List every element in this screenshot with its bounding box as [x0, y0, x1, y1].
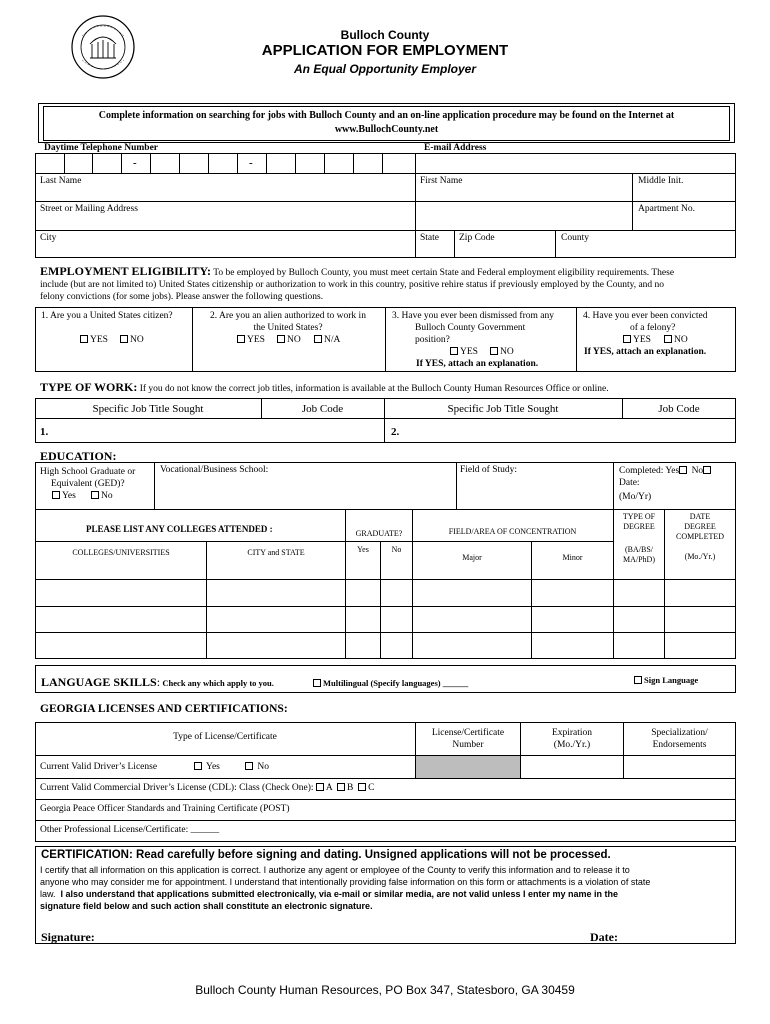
last-name-label: Last Name	[40, 176, 82, 186]
q3-no-option[interactable]	[490, 347, 514, 357]
post-certificate-label: Georgia Peace Officer Standards and Training Certificate (POST)	[40, 804, 290, 814]
graduate-header: GRADUATE?	[355, 529, 403, 538]
q3-no-label: NO	[500, 347, 514, 357]
certification-line4: signature field below and such action shall constitute an electronic signature.	[40, 901, 373, 911]
hs-no-checkbox[interactable]	[91, 491, 99, 499]
cdl-a-checkbox[interactable]	[316, 783, 324, 791]
page-title: APPLICATION FOR EMPLOYMENT	[261, 42, 509, 59]
expiration-header	[521, 727, 623, 751]
q3-note: If YES, attach an explanation.	[416, 359, 539, 369]
cdl-label: Current Valid Commercial Driver’s License (CDL): Class (Check One):	[40, 783, 314, 793]
vocational-field[interactable]	[155, 477, 455, 507]
multilingual-option[interactable]	[313, 678, 468, 688]
degree-types-a: (BA/BS/	[624, 545, 653, 554]
q4-no-checkbox[interactable]	[664, 335, 672, 343]
field-of-study-field[interactable]	[457, 477, 612, 507]
completed-line	[619, 466, 713, 476]
major-header: Major	[462, 553, 482, 562]
footer-address: Bulloch County Human Resources, PO Box 347, Statesboro, GA 30459	[195, 983, 575, 997]
county-field[interactable]	[556, 244, 735, 257]
completed-label: Completed: Yes	[619, 466, 680, 476]
certification-line1: I certify that all information on this application is correct. I authorize any agent or employee of the County to verify this information and to release it to	[40, 865, 630, 875]
job-row-2-field[interactable]	[403, 420, 733, 441]
eligibility-text	[40, 265, 740, 303]
hs-yes-checkbox[interactable]	[52, 491, 60, 499]
certification-text	[40, 864, 734, 912]
hs-yes-option[interactable]	[52, 491, 76, 501]
sign-language-checkbox[interactable]	[634, 676, 642, 684]
q4-note: If YES, attach an explanation.	[584, 347, 707, 357]
county-name: Bulloch County	[340, 28, 430, 42]
specialization-a: Specialization/	[651, 728, 708, 738]
other-license-label: Other Professional License/Certificate: ______	[40, 825, 220, 835]
minor-header: Minor	[562, 553, 583, 562]
job-row-1-label: 1.	[40, 426, 49, 438]
job-code-header-1: Job Code	[301, 403, 344, 415]
colleges-col-header: COLLEGES/UNIVERSITIES	[72, 548, 170, 557]
eligibility-text-line3: felony convictions (for some jobs). Please answer the following questions.	[40, 292, 324, 302]
license-number-b: Number	[452, 740, 484, 750]
q3-yes-label: YES	[460, 347, 478, 357]
cdl-line	[40, 783, 374, 793]
job-row-2-label: 2.	[391, 426, 400, 438]
email-field[interactable]	[416, 153, 735, 173]
drivers-no-option[interactable]	[245, 762, 269, 772]
cdl-c-checkbox[interactable]	[358, 783, 366, 791]
q3-no-checkbox[interactable]	[490, 347, 498, 355]
multilingual-checkbox[interactable]	[313, 679, 321, 687]
hs-no-label: No	[101, 491, 113, 501]
date-label: Date:	[590, 930, 618, 944]
state-field[interactable]	[416, 244, 453, 257]
expiration-b: (Mo./Yr.)	[553, 740, 591, 750]
signature-label: Signature:	[41, 930, 95, 944]
date-completed-b: DEGREE	[684, 522, 716, 531]
multilingual-label: Multilingual (Specify languages) ______	[323, 678, 469, 688]
certification-heading: CERTIFICATION: Read carefully before signing and dating. Unsigned applications will not be processed.	[41, 849, 611, 861]
q2-no-checkbox[interactable]	[277, 335, 285, 343]
drivers-yes-label: Yes	[206, 762, 220, 772]
q1-no-option[interactable]	[120, 335, 144, 345]
cdl-c-label: C	[368, 783, 375, 793]
type-of-work-line	[40, 380, 740, 395]
state-label: State	[420, 233, 439, 243]
q3-text-a: 3. Have you ever been dismissed from any	[392, 311, 554, 321]
street-field[interactable]	[36, 216, 631, 229]
phone-label: Daytime Telephone Number	[44, 143, 158, 153]
education-heading: EDUCATION:	[40, 449, 117, 463]
drivers-license-label: Current Valid Driver’s License	[40, 762, 158, 772]
q2-text-a: 2. Are you an alien authorized to work in	[210, 311, 366, 321]
mo-yr-header: (Mo./Yr.)	[684, 552, 716, 561]
q4-yes-option[interactable]	[623, 335, 651, 345]
county-label: County	[561, 233, 589, 243]
q4-text-b: of a felony?	[630, 323, 676, 333]
middle-init-label: Middle Init.	[638, 176, 684, 186]
q4-text-a: 4. Have you ever been convicted	[583, 311, 708, 321]
colleges-heading: PLEASE LIST ANY COLLEGES ATTENDED :	[86, 524, 273, 534]
degree-types-b: MA/PhD)	[622, 555, 655, 564]
middle-init-field[interactable]	[633, 188, 735, 200]
q4-no-label: NO	[674, 335, 688, 345]
q1-no-label: NO	[130, 335, 144, 345]
q2-yes-label: YES	[247, 335, 265, 345]
type-of-degree-b: DEGREE	[623, 522, 655, 531]
drivers-expiration-field[interactable]	[521, 756, 622, 777]
license-number-a: License/Certificate	[431, 728, 505, 738]
street-label: Street or Mailing Address	[40, 204, 138, 214]
college-row-1[interactable]	[36, 580, 735, 605]
license-number-header	[416, 727, 520, 751]
licenses-heading: GEORGIA LICENSES AND CERTIFICATIONS:	[40, 703, 288, 715]
notice-line1: Complete information on searching for jobs with Bulloch County and an on-line application procedure may be found on the Internet at	[98, 110, 675, 121]
sign-language-option[interactable]	[634, 675, 698, 685]
date-field[interactable]	[626, 929, 734, 943]
completed-no-checkbox[interactable]	[703, 466, 711, 474]
eligibility-text-line2: include (but are not limited to) United States citizenship or authorization to work in this country, positive rehire status if previously employed by the County, and no	[40, 280, 665, 290]
phone-dash-2: -	[249, 157, 253, 169]
grad-no-header: No	[391, 545, 402, 554]
email-label: E-mail Address	[424, 143, 487, 153]
city-state-col-header: CITY and STATE	[247, 548, 305, 557]
type-of-degree-header	[614, 512, 664, 532]
license-type-header: Type of License/Certificate	[173, 732, 277, 742]
q4-yes-checkbox[interactable]	[623, 335, 631, 343]
cdl-a-label: A	[325, 783, 333, 793]
date-completed-header	[665, 512, 735, 542]
completed-moyr-label: (Mo/Yr)	[619, 492, 652, 502]
page-subtitle: An Equal Opportunity Employer	[293, 62, 476, 76]
hs-no-option[interactable]	[91, 491, 113, 501]
q2-na-checkbox[interactable]	[314, 335, 322, 343]
q3-text-b: Bulloch County Government	[415, 323, 526, 333]
drivers-yes-checkbox[interactable]	[194, 762, 202, 770]
website-link[interactable]: www.BullochCounty.net	[334, 124, 439, 135]
grad-yes-header: Yes	[357, 545, 369, 554]
eligibility-heading: EMPLOYMENT ELIGIBILITY:	[40, 264, 212, 278]
certification-line2: anyone who may consider me for appointment. I understand that intentionally providing false information on this form or attachments is a violation of state	[40, 877, 651, 887]
apartment-label: Apartment No.	[638, 204, 695, 214]
certification-line3a: law.	[40, 889, 56, 899]
completed-yes-checkbox[interactable]	[679, 466, 687, 474]
eligibility-text-line1: To be employed by Bulloch County, you must meet certain State and Federal employment eligibility requirements. These	[213, 268, 675, 278]
q2-text-b: the United States?	[253, 323, 323, 333]
q4-yes-label: YES	[633, 335, 651, 345]
county-seal	[70, 14, 136, 80]
apartment-field[interactable]	[633, 216, 735, 229]
field-of-study-label: Field of Study:	[460, 465, 518, 475]
phone-dash-1: -	[133, 157, 137, 169]
hs-question-b: Equivalent (GED)?	[51, 479, 125, 489]
language-heading: LANGUAGE SKILLS	[41, 675, 157, 689]
vocational-label: Vocational/Business School:	[160, 465, 269, 475]
completed-date-label: Date:	[619, 478, 640, 488]
drivers-no-checkbox[interactable]	[245, 762, 253, 770]
q2-yes-option[interactable]	[237, 335, 265, 345]
job-code-header-2: Job Code	[658, 403, 700, 415]
q1-yes-checkbox[interactable]	[80, 335, 88, 343]
q3-yes-option[interactable]	[450, 347, 478, 357]
first-name-field[interactable]	[416, 188, 631, 200]
last-name-field[interactable]	[36, 188, 414, 200]
hs-question-a: High School Graduate or	[40, 467, 136, 477]
specialization-b: Endorsements	[652, 740, 707, 750]
city-label: City	[40, 233, 57, 243]
q4-no-option[interactable]	[664, 335, 688, 345]
q3-yes-checkbox[interactable]	[450, 347, 458, 355]
type-of-work-text: If you do not know the correct job titles, information is available at the Bulloch County Human Resources Office or online.	[139, 384, 609, 394]
type-of-work-heading: TYPE OF WORK:	[40, 380, 138, 394]
first-name-label: First Name	[420, 176, 463, 186]
completed-no-label: No	[691, 466, 704, 476]
q1-no-checkbox[interactable]	[120, 335, 128, 343]
job-title-header-1: Specific Job Title Sought	[92, 403, 204, 415]
drivers-endorsements-field[interactable]	[624, 756, 735, 777]
cdl-b-checkbox[interactable]	[337, 783, 345, 791]
q1-yes-option[interactable]	[80, 335, 108, 345]
q3-text-c: position?	[415, 335, 450, 345]
job-title-header-2: Specific Job Title Sought	[447, 403, 559, 415]
expiration-a: Expiration	[551, 728, 593, 738]
job-row-1-field[interactable]	[52, 420, 382, 441]
specialization-header	[624, 727, 735, 751]
college-row-3[interactable]	[36, 633, 735, 658]
drivers-license-number-shaded	[416, 756, 520, 778]
date-completed-a: DATE	[689, 512, 711, 521]
college-row-2[interactable]	[36, 607, 735, 631]
city-field[interactable]	[36, 244, 414, 257]
q2-yes-checkbox[interactable]	[237, 335, 245, 343]
zip-label: Zip Code	[459, 233, 495, 243]
language-line	[41, 675, 274, 690]
q2-na-option[interactable]	[314, 335, 340, 345]
date-completed-c: COMPLETED	[676, 532, 724, 541]
zip-field[interactable]	[455, 244, 554, 257]
certification-line3b: I also understand that applications submitted electronically, via e-mail or similar media, are not valid unless I enter my name in the	[60, 889, 619, 899]
language-check-text: Check any which apply to you.	[162, 678, 274, 688]
cdl-b-label: B	[346, 783, 354, 793]
drivers-yes-option[interactable]	[194, 762, 220, 772]
field-area-header: FIELD/AREA OF CONCENTRATION	[448, 527, 577, 536]
degree-types	[614, 545, 664, 565]
drivers-no-label: No	[257, 762, 269, 772]
q2-na-label: N/A	[324, 335, 341, 345]
hs-yes-label: Yes	[62, 491, 76, 501]
type-of-degree-a: TYPE OF	[622, 512, 656, 521]
signature-field[interactable]	[105, 929, 575, 943]
q2-no-option[interactable]	[277, 335, 301, 345]
q2-no-label: NO	[287, 335, 301, 345]
language-colon: :	[156, 675, 161, 689]
q1-text: 1. Are you a United States citizen?	[41, 311, 173, 321]
sign-language-label: Sign Language	[644, 675, 699, 685]
q1-yes-label: YES	[90, 335, 108, 345]
